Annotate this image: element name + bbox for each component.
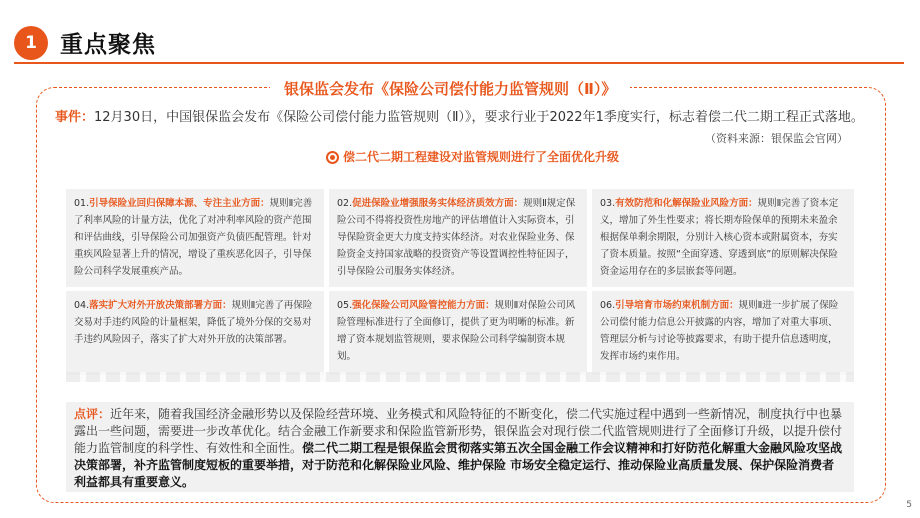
card-03 [592,189,854,287]
card-number: 02. [337,198,353,209]
target-icon [326,151,339,164]
section-number-badge: 1 [14,26,48,60]
title-underline [14,62,904,64]
section-title: 银保监会发布《保险公司偿付能力监管规则（Ⅱ）》 [270,78,630,99]
card-heading: 有效防范和化解保险业风险方面： [615,198,758,209]
comment-text: 近年来，随着我国经济金融形势以及保险经营环境、业务模式和风险特征的不断变化，偿二代实施过程中遇到一些新情况，制度执行中也暴露出一些问题，需要进一步改革优化。结合金融工作新要求和保险监管新形势，银保监会对现行偿二代监管规则进行了全面修订升级，以提升偿付能力监管制度的科学性、有效性和全面性。 [74,407,843,455]
flow-heading-text: 偿二代二期工程建设对监管规则进行了全面优化升级 [343,150,620,164]
card-body: 规则Ⅱ完善了再保险交易对手违约风险的计量框架，降低了境外分保的交易对手违约风险因子，落实了扩大对外开放的决策部署。 [74,300,313,345]
card-heading: 促进保险业增强服务实体经济质效方面： [352,198,524,209]
card-heading: 落实扩大对外开放决策部署方面： [89,300,232,311]
card-06 [592,291,854,375]
card-number: 06. [600,300,616,311]
card-body: 规则Ⅱ进一步扩展了保险公司偿付能力信息公开披露的内容，增加了对重大事项、管理层分析与讨论等披露要求，有助于提升信息透明度，发挥市场约束作用。 [600,300,839,362]
card-heading: 强化保险公司风险管控能力方面： [352,300,495,311]
card-04 [66,291,324,375]
card-body: 规则Ⅱ完善了利率风险的计量方法，优化了对冲利率风险的资产范围和评估曲线，引导保险公司加强资产负债匹配管理。针对重疾风险显著上升的情况，增设了重疾恶化因子，引导保险公司科学发展重疾产品。 [74,198,313,277]
card-number: 01. [74,198,90,209]
comment-box [66,402,854,492]
card-number: 04. [74,300,90,311]
card-body: 规则Ⅱ规定保险公司不得将投资性房地产的评估增值计入实际资本，引导保险资金更大力度支持实体经济。对农业保险业务、保险资金支持国家战略的投资资产等设置调控性特征因子，引导保险公司服务实体经济。 [337,198,576,277]
event-paragraph [55,108,865,128]
torn-paper-edge [66,372,854,382]
card-02 [329,189,587,287]
card-01 [66,189,324,287]
card-body: 规则Ⅱ对保险公司风险管理标准进行了全面修订，提供了更为明晰的标准。新增了资本规划监管规则，要求保险公司科学编制资本规划。 [337,300,576,362]
event-text: 12月30日，中国银保监会发布《保险公司偿付能力监管规则（Ⅱ）》，要求行业于2022年1季度实行，标志着偿二代二期工程正式落地。 [94,110,864,125]
card-number: 03. [600,198,616,209]
page-number: 5 [906,500,912,510]
card-heading: 引导保险业回归保障本源、专注主业方面： [89,198,270,209]
card-body: 规则Ⅱ完善了资本定义，增加了外生性要求；将长期寿险保单的预期未来盈余根据保单剩余期限，分别计入核心资本或附属资本，夯实了资本质量。按照“全面穿透、穿透到底”的原则解决保险资金运用存在的多层嵌套等问题。 [600,198,839,277]
page-title: 重点聚焦 [60,32,156,58]
source-note: （资料来源：银保监会官网） [705,132,848,145]
card-number: 05. [337,300,353,311]
card-heading: 引导培育市场约束机制方面： [615,300,739,311]
comment-bold-text: 偿二代二期工程是银保监会贯彻落实第五次全国金融工作会议精神和打好防范化解重大金融风险攻坚战决策部署，补齐监管制度短板的重要举措，对于防范和化解保险业风险、维护保险 市场安全稳定运行、推动保险业高质量发展、保护保险消费者利益都具有重要意义。 [74,441,843,489]
event-label: 事件： [55,110,95,125]
comment-label: 点评： [74,407,111,421]
card-05 [329,291,587,375]
flow-heading [326,150,636,165]
